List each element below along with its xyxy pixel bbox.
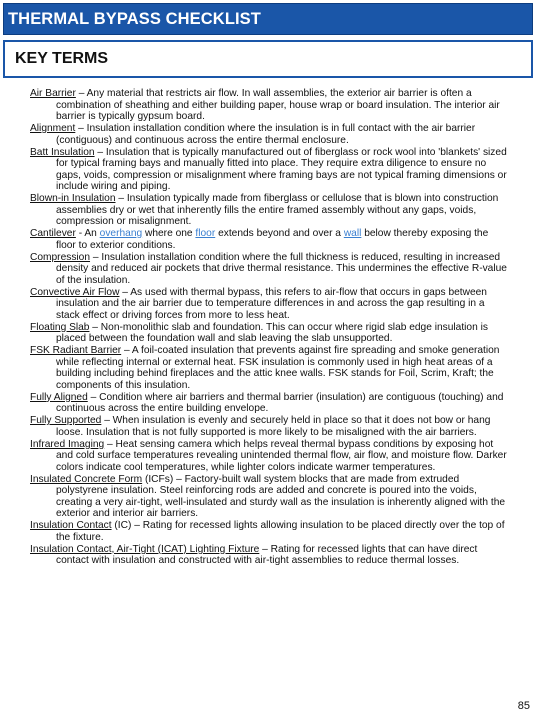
term-name: Insulation Contact xyxy=(30,520,112,532)
term-name: Air Barrier xyxy=(30,88,76,99)
term-definition: – Insulation typically made from fiberglass or cellulose that is blown into construction assemblies dry or wet that inherently fills the entire framed assembly without any gaps, voids, compression or misalignment. xyxy=(56,193,499,228)
term-definition: (IC) – Rating for recessed lights allowing insulation to be placed directly over the top of the fixture. xyxy=(56,520,505,543)
term-definition: – Condition where air barriers and thermal barrier (insulation) are contiguous (touching) and continuous across the entire building envelope. xyxy=(56,391,504,415)
term-entry xyxy=(30,544,510,567)
term-entry xyxy=(30,392,510,415)
term-entry xyxy=(30,439,510,474)
term-entry xyxy=(30,147,510,193)
document-title: THERMAL BYPASS CHECKLIST xyxy=(8,10,261,28)
term-entry xyxy=(30,252,510,287)
term-definition: (ICFs) – Factory-built wall system blocks that are made from extruded polystyrene insulation. Steel reinforcing rods are added and concrete is poured into the voids, creating a very air-tight, well-insulated and sturdy wall as the insulation is inherently aligned with the exterior and interior air barriers. xyxy=(56,473,506,520)
term-name: Insulation Contact, Air-Tight (ICAT) Lighting Fixture xyxy=(30,543,260,555)
term-entry xyxy=(30,474,510,520)
term-entry xyxy=(30,520,510,543)
term-entry xyxy=(30,123,510,146)
term-name: Fully Supported xyxy=(30,415,102,427)
term-definition: – Rating for recessed lights that can have direct contact with insulation and constructed with air-tight assemblies to reduce thermal losses. xyxy=(56,543,478,567)
term-name: Batt Insulation xyxy=(30,146,95,158)
term-name: Cantilever xyxy=(30,228,76,240)
term-definition: - An xyxy=(75,228,100,240)
wall-link[interactable]: wall xyxy=(343,228,362,240)
term-definition: – When insulation is evenly and securely held in place so that it does not bow or hang loose. Insulation that is not fully supported is more likely to be misaligned with the air barriers. xyxy=(56,415,491,438)
title-bar xyxy=(3,3,533,35)
page-number: 85 xyxy=(517,700,530,712)
term-definition: – As used with thermal bypass, this refers to air-flow that occurs in gaps between insulation and the air barrier due to temperature differences in and across the gap resulting in a stack effect or driving forces from more to less heat. xyxy=(56,286,487,321)
floor-link[interactable]: floor xyxy=(195,228,216,240)
term-definition: – Insulation installation condition where the full thickness is reduced, resulting in increased density and reduced air pockets that drive thermal resistance. This undermines the effective R-value of the insulation. xyxy=(56,251,507,286)
term-entry xyxy=(30,193,510,228)
term-definition: below thereby exposing the floor to exterior conditions. xyxy=(56,228,489,251)
term-definition: – Insulation installation condition where the insulation is in full contact with the air barrier (contiguous) and continuous across the entire thermal enclosure. xyxy=(56,123,476,146)
term-entry xyxy=(30,228,510,251)
section-title: KEY TERMS xyxy=(15,50,109,67)
term-definition: – Any material that restricts air flow. In wall assemblies, the exterior air barrier is often a combination of sheathing and either building paper, house wrap or board insulation. The interior air barrier is typically gypsum board. xyxy=(56,88,500,123)
term-name: FSK Radiant Barrier xyxy=(30,345,122,357)
term-definition: – Heat sensing camera which helps reveal thermal bypass conditions by exposing hot and cold surface temperatures revealing unintended thermal flow, air flow, and moisture flow. Darker colors indicate cool temperatures, while lighter colors indicate warmer temperatures. xyxy=(56,438,507,473)
term-entry xyxy=(30,345,510,391)
term-name: Alignment xyxy=(30,123,76,135)
term-name: Fully Aligned xyxy=(30,391,88,403)
term-entry xyxy=(30,88,510,123)
term-entry xyxy=(30,415,510,438)
term-name: Floating Slab xyxy=(30,321,90,333)
term-entry xyxy=(30,287,510,322)
overhang-link[interactable]: overhang xyxy=(99,228,143,240)
term-definition: – A foil-coated insulation that prevents against fire spreading and smoke generation while reflecting internal or external heat. FSK insulation is commonly used in high heat areas of a building including behind fireplaces and the attic knee walls. FSK stands for Foil, Scrim, Kraft; the components of this insulation. xyxy=(56,345,500,391)
term-entry xyxy=(30,322,510,345)
key-terms-list xyxy=(30,88,510,567)
term-definition: extends beyond and over a xyxy=(215,228,344,240)
term-name: Blown-in Insulation xyxy=(30,193,116,205)
term-definition: – Non-monolithic slab and foundation. This can occur where rigid slab edge insulation is placed between the foundation wall and slab leaving the slab unsupported. xyxy=(56,321,488,345)
term-name: Insulated Concrete Form xyxy=(30,473,143,485)
term-name: Compression xyxy=(30,251,91,263)
section-header-box xyxy=(3,40,533,78)
term-name: Infrared Imaging xyxy=(30,438,105,450)
term-definition: – Insulation that is typically manufactured out of fiberglass or rock wool into 'blankets' sized for typical framing bays and manually fitted into place. They require extra diligence to ensure no gaps, voids, compression or misalignment where framing bays are not typical framing dimensions or include wiring and piping. xyxy=(56,146,507,193)
term-name: Convective Air Flow xyxy=(30,286,120,298)
term-definition: where one xyxy=(142,228,196,240)
